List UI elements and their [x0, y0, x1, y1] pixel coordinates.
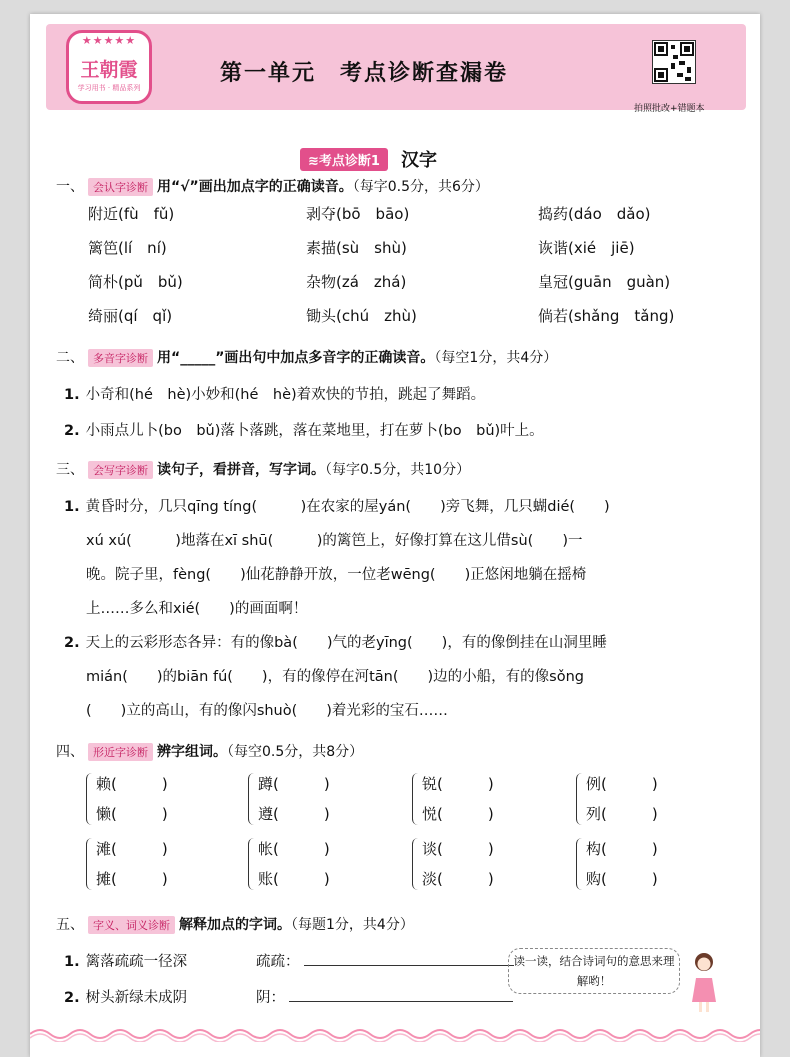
word-blank[interactable]: 悦( )	[422, 805, 494, 823]
word-blank[interactable]: 例( )	[586, 775, 658, 793]
q4-number: 四、	[56, 744, 84, 760]
q2-sentence[interactable]: 小奇和(hé hè)小妙和(hé hè)着欢快的节拍，跳起了舞蹈。	[85, 387, 486, 403]
q1-item[interactable]: 诙谐(xié jiē)	[538, 239, 635, 257]
answer-blank[interactable]	[304, 965, 514, 966]
word-blank[interactable]: 赖( )	[96, 775, 168, 793]
q3-text[interactable]: 黄昏时分，几只qīng tíng( )在农家的屋yán( )旁飞舞，几只蝴dié( )	[85, 499, 610, 515]
word-blank[interactable]: 谈( )	[422, 840, 494, 858]
word-pair-group	[96, 834, 168, 894]
q5-line: 2. 树头新绿未成阴	[64, 990, 188, 1006]
word-blank[interactable]: 遵( )	[258, 805, 330, 823]
q1-item[interactable]: 剥夺(bō bāo)	[306, 205, 410, 223]
poem-line: 篱落疏疏一径深	[85, 954, 188, 970]
page-title: 第一单元 考点诊断查漏卷	[220, 61, 509, 86]
q5-answer	[256, 986, 513, 1007]
word-pair-group	[422, 834, 494, 894]
q1-item[interactable]: 杂物(zá zhá)	[306, 273, 407, 291]
q1-badge: 会认字诊断	[88, 178, 153, 196]
q4-title: 辨字组词。	[157, 744, 227, 760]
q3-title: 读句子，看拼音，写字词。	[157, 462, 325, 478]
word-blank[interactable]: 列( )	[586, 805, 658, 823]
q2-line: 2. 小雨点儿卜(bo bǔ)落卜落跳，落在菜地里，打在萝卜(bo bǔ)叶上。	[64, 423, 544, 439]
q3-line: 1. 黄昏时分，几只qīng tíng( )在农家的屋yán( )旁飞舞，几只蝴dié( )	[64, 499, 610, 515]
word-blank[interactable]: 账( )	[258, 870, 330, 888]
word-pair-group	[258, 769, 330, 829]
girl-mascot-icon	[690, 950, 718, 1014]
qr-label: 拍照批改+错题本	[634, 104, 705, 114]
q3-text[interactable]: mián( )的biān fú( )，有的像停在河tān( )边的小船，有的像sǒng	[86, 669, 584, 685]
q5-score: （每题1分，共4分）	[291, 917, 414, 933]
q1-item[interactable]: 篱笆(lí ní)	[88, 239, 167, 257]
q3-text[interactable]: ( )立的高山，有的像闪shuò( )着光彩的宝石……	[86, 703, 448, 719]
q1-item[interactable]: 素描(sù shù)	[306, 239, 407, 257]
q5-badge: 字义、词义诊断	[88, 916, 175, 934]
q3-text[interactable]: 晚。院子里，fèng( )仙花静静开放，一位老wēng( )正悠闲地躺在摇椅	[86, 567, 587, 583]
word-blank[interactable]: 滩( )	[96, 840, 168, 858]
answer-label: 疏疏：	[256, 954, 300, 970]
q5-answer	[256, 950, 514, 971]
q3-badge: 会写字诊断	[88, 461, 153, 479]
word-blank[interactable]: 摊( )	[96, 870, 168, 888]
word-blank[interactable]: 购( )	[586, 870, 658, 888]
q3-line: 2. 天上的云彩形态各异：有的像bà( )气的老yīng( )，有的像倒挂在山洞里睡	[64, 635, 607, 651]
crown-stars-icon: ★★★★★	[81, 34, 137, 47]
q4-score: （每空0.5分，共8分）	[227, 744, 364, 760]
q5-number: 五、	[56, 917, 84, 933]
q5-line: 1. 篱落疏疏一径深	[64, 954, 188, 970]
word-blank[interactable]: 帐( )	[258, 840, 330, 858]
q2-sentence[interactable]: 小雨点儿卜(bo bǔ)落卜落跳，落在菜地里，打在萝卜(bo bǔ)叶上。	[85, 423, 544, 439]
q2-score: （每空1分，共4分）	[434, 350, 558, 366]
q1-item[interactable]: 锄头(chú zhù)	[306, 307, 417, 325]
answer-blank[interactable]	[289, 1001, 513, 1002]
publisher-logo	[66, 30, 152, 104]
q3-text[interactable]: 上……多么和xié( )的画面啊！	[86, 601, 308, 617]
q2-number: 二、	[56, 350, 84, 366]
q3-text[interactable]: xú xú( )地落在xī shū( )的篱笆上，好像打算在这儿借sù( )一	[86, 533, 583, 549]
question-5-header	[56, 914, 414, 934]
q1-item[interactable]: 附近(fù fǔ)	[88, 205, 175, 223]
question-1-header	[56, 176, 489, 196]
worksheet-page	[30, 14, 760, 1057]
q1-title: 用“√”画出加点字的正确读音。	[157, 179, 353, 195]
q4-badge: 形近字诊断	[88, 743, 153, 761]
q1-item[interactable]: 倘若(shǎng tǎng)	[538, 307, 675, 325]
q3-text[interactable]: 天上的云彩形态各异：有的像bà( )气的老yīng( )，有的像倒挂在山洞里睡	[85, 635, 607, 651]
word-pair-group	[422, 769, 494, 829]
question-3-header	[56, 459, 470, 479]
section-heading	[300, 146, 438, 171]
decorative-wave-border	[30, 1026, 760, 1042]
qr-code-icon[interactable]	[652, 40, 696, 84]
word-blank[interactable]: 锐( )	[422, 775, 494, 793]
q1-item[interactable]: 简朴(pǔ bǔ)	[88, 273, 183, 291]
word-pair-group	[96, 769, 168, 829]
word-pair-group	[258, 834, 330, 894]
question-2-header	[56, 347, 557, 367]
word-blank[interactable]: 蹲( )	[258, 775, 330, 793]
q3-number: 三、	[56, 462, 84, 478]
answer-label: 阴：	[256, 990, 285, 1006]
q1-score: （每字0.5分，共6分）	[352, 179, 489, 195]
q2-title: 用“_____”画出句中加点多音字的正确读音。	[157, 350, 435, 366]
q2-badge: 多音字诊断	[88, 349, 153, 367]
q1-number: 一、	[56, 179, 84, 195]
logo-text: 王朝霞	[80, 59, 138, 81]
logo-tag: 学习用书 · 精品系列	[77, 84, 141, 92]
word-blank[interactable]: 淡( )	[422, 870, 494, 888]
hint-bubble: 读一读，结合诗词句的意思来理解哟！	[508, 948, 680, 994]
word-blank[interactable]: 构( )	[586, 840, 658, 858]
word-blank[interactable]: 懒( )	[96, 805, 168, 823]
q1-item[interactable]: 绮丽(qí qǐ)	[88, 307, 173, 325]
q2-line: 1. 小奇和(hé hè)小妙和(hé hè)着欢快的节拍，跳起了舞蹈。	[64, 387, 486, 403]
word-pair-group	[586, 834, 658, 894]
q5-title: 解释加点的字词。	[179, 917, 291, 933]
question-4-header	[56, 741, 363, 761]
poem-line: 树头新绿未成阴	[85, 990, 188, 1006]
q1-item[interactable]: 捣药(dáo dǎo)	[538, 205, 651, 223]
section-title: 汉字	[401, 150, 438, 171]
word-pair-group	[586, 769, 658, 829]
section-tag: ≋考点诊断1	[300, 148, 388, 171]
q3-score: （每字0.5分，共10分）	[325, 462, 471, 478]
q1-item[interactable]: 皇冠(guān guàn)	[538, 273, 671, 291]
